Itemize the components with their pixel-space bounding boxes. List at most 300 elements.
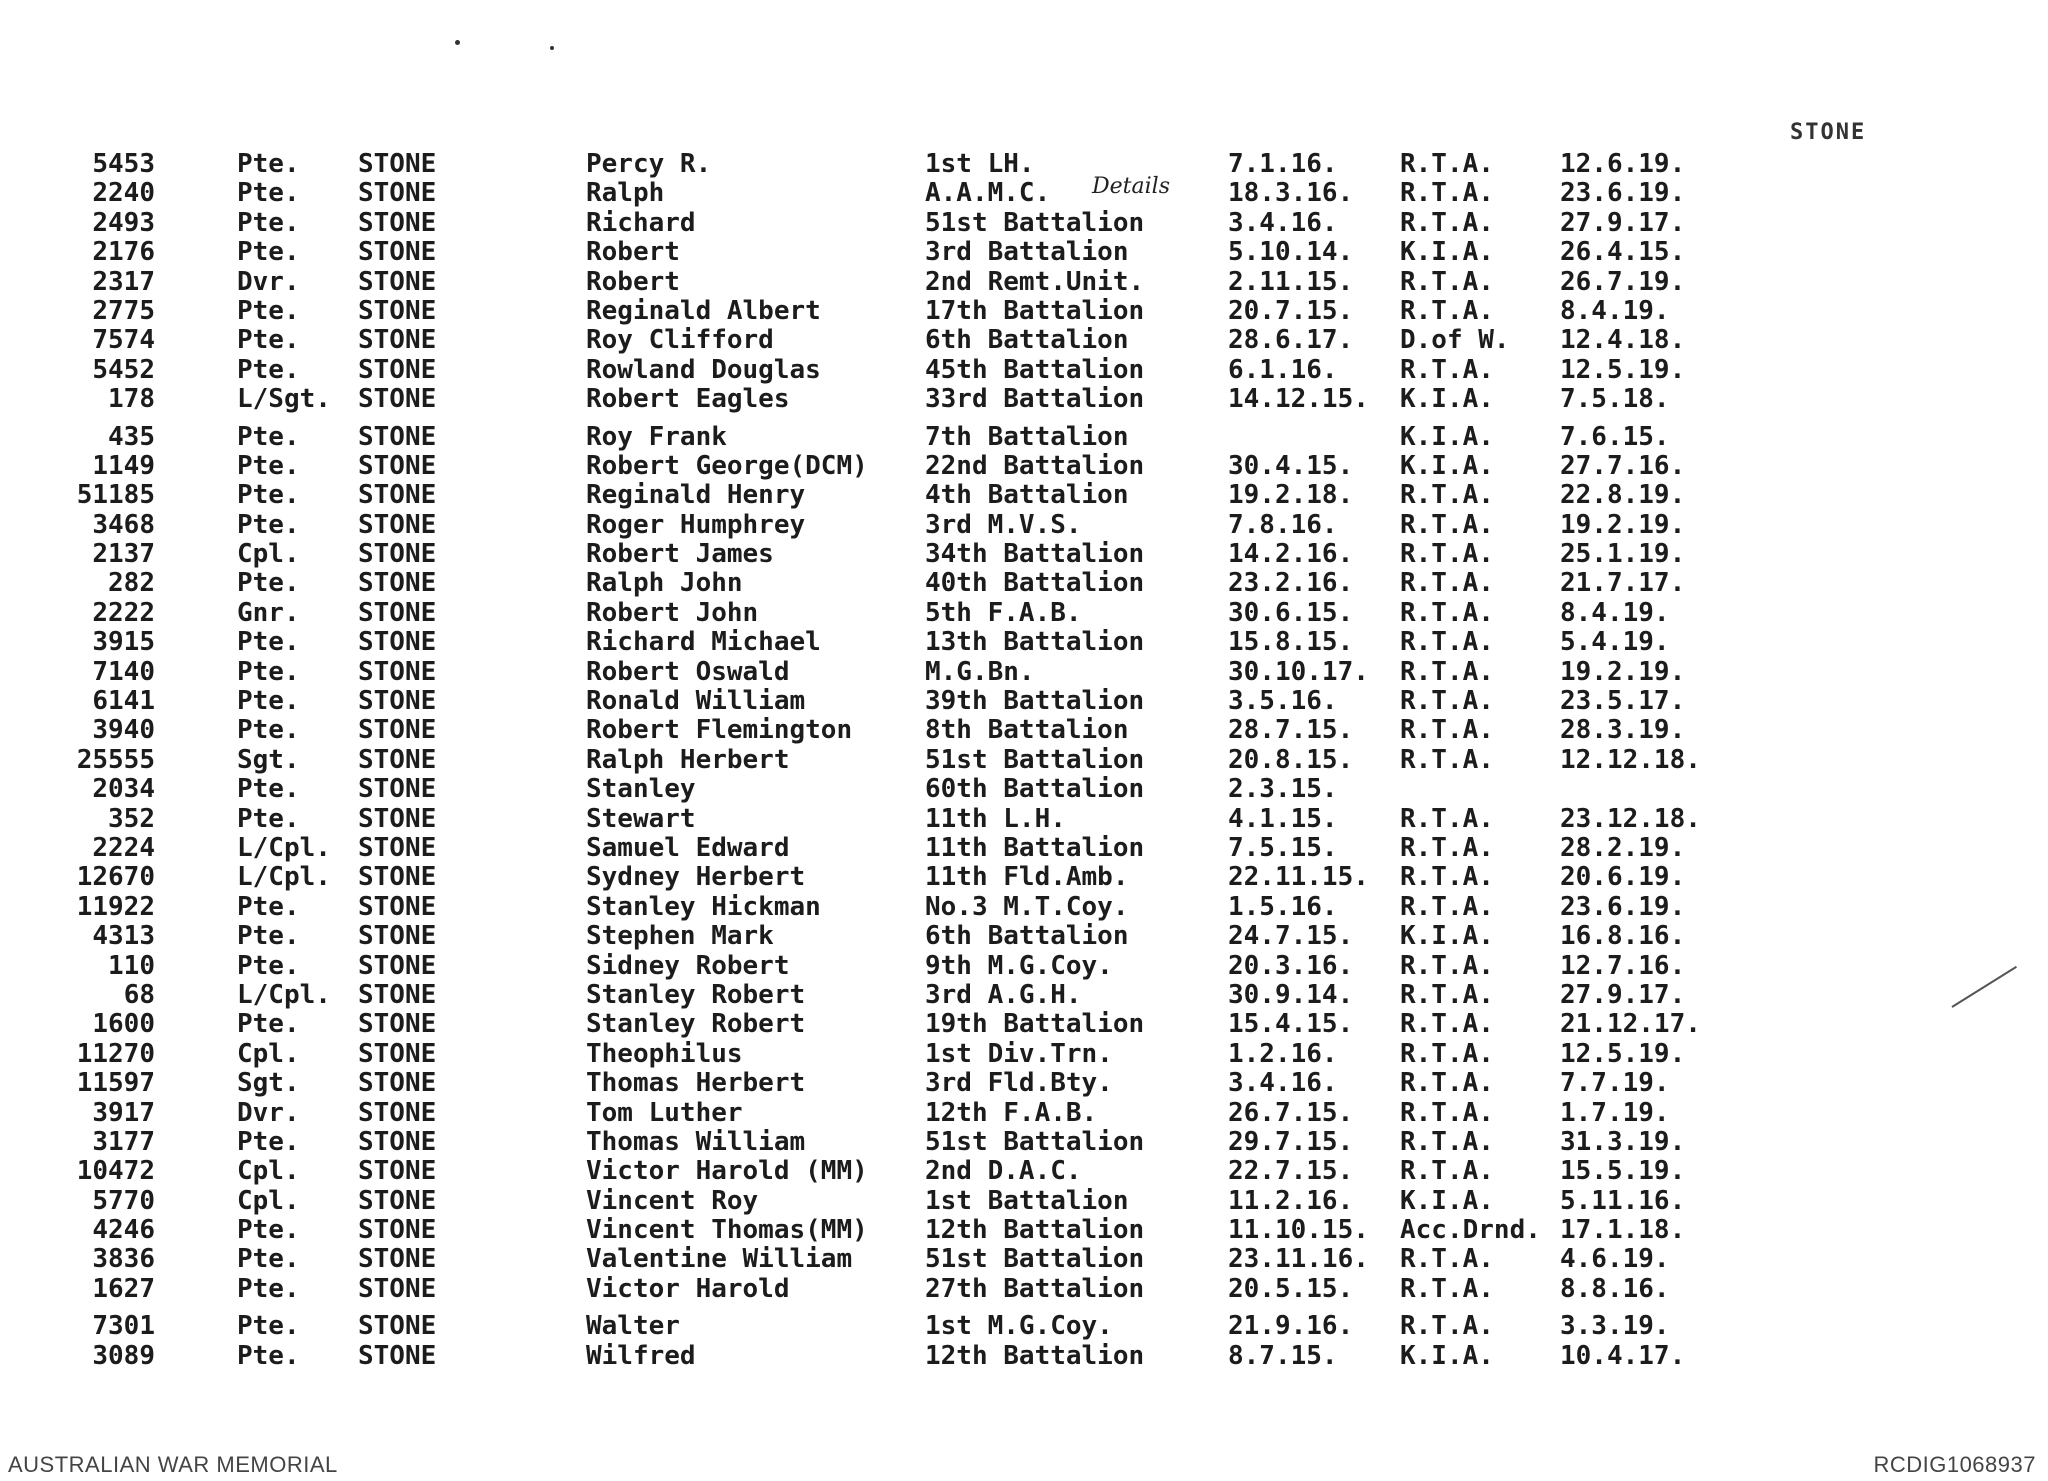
service-number-cell: 6141 <box>92 686 155 717</box>
enlistment-date-cell: 5.10.14. <box>1228 237 1354 268</box>
given-names-cell: Ralph <box>586 178 665 209</box>
unit-cell: 19th Battalion <box>925 1009 1145 1040</box>
enlistment-date-cell: 22.7.15. <box>1228 1156 1354 1187</box>
service-number-cell: 2493 <box>92 207 155 238</box>
surname-cell: STONE <box>358 862 437 893</box>
unit-cell: No.3 M.T.Coy. <box>925 891 1129 922</box>
service-number-cell: 11270 <box>76 1038 155 1069</box>
given-names-cell: Thomas Herbert <box>586 1068 806 1099</box>
table-row <box>0 746 2048 775</box>
fate-cell: R.T.A. <box>1400 1009 1494 1040</box>
fate-date-cell: 25.1.19. <box>1560 539 1686 570</box>
surname-cell: STONE <box>358 1068 437 1099</box>
fate-cell: R.T.A. <box>1400 509 1494 540</box>
table-row <box>0 1245 2048 1274</box>
fate-date-cell: 12.5.19. <box>1560 1038 1686 1069</box>
service-number-cell: 51185 <box>76 480 155 511</box>
unit-cell: 1st M.G.Coy. <box>925 1311 1113 1342</box>
enlistment-date-cell: 24.7.15. <box>1228 921 1354 952</box>
unit-cell: 1st LH. <box>925 149 1035 179</box>
given-names-cell: Robert James <box>586 539 774 570</box>
fate-cell: R.T.A. <box>1400 1038 1494 1069</box>
unit-cell: 60th Battalion <box>925 774 1145 805</box>
table-row <box>0 805 2048 834</box>
fate-date-cell: 31.3.19. <box>1560 1126 1686 1157</box>
enlistment-date-cell: 7.1.16. <box>1228 149 1338 179</box>
enlistment-date-cell: 30.9.14. <box>1228 979 1354 1010</box>
table-row <box>0 687 2048 716</box>
service-number-cell: 11597 <box>76 1068 155 1099</box>
given-names-cell: Rowland Douglas <box>586 354 821 385</box>
fate-cell: Acc.Drnd. <box>1400 1215 1541 1246</box>
rank-cell: L/Cpl. <box>237 862 331 893</box>
given-names-cell: Sydney Herbert <box>586 862 806 893</box>
rank-cell: Pte. <box>237 178 300 209</box>
enlistment-date-cell: 7.5.15. <box>1228 832 1338 863</box>
unit-cell: 11th Fld.Amb. <box>925 862 1129 893</box>
fate-date-cell: 5.11.16. <box>1560 1185 1686 1216</box>
surname-cell: STONE <box>358 686 437 717</box>
rank-cell: Pte. <box>237 480 300 511</box>
fate-date-cell: 27.9.17. <box>1560 207 1686 238</box>
fate-date-cell: 7.7.19. <box>1560 1068 1670 1099</box>
enlistment-date-cell: 4.1.15. <box>1228 803 1338 834</box>
table-row <box>0 209 2048 238</box>
table-row <box>0 599 2048 628</box>
enlistment-date-cell: 20.5.15. <box>1228 1273 1354 1304</box>
rank-cell: Pte. <box>237 1126 300 1157</box>
service-number-cell: 7574 <box>92 325 155 356</box>
service-number-cell: 435 <box>108 421 155 452</box>
rank-cell: Pte. <box>237 1340 300 1371</box>
enlistment-date-cell: 1.5.16. <box>1228 891 1338 922</box>
rank-cell: Pte. <box>237 803 300 834</box>
fate-cell: K.I.A. <box>1400 1185 1494 1216</box>
fate-date-cell: 23.6.19. <box>1560 178 1686 209</box>
rank-cell: Pte. <box>237 891 300 922</box>
given-names-cell: Ronald William <box>586 686 806 717</box>
service-number-cell: 178 <box>108 384 155 415</box>
service-number-cell: 1600 <box>92 1009 155 1040</box>
rank-cell: Pte. <box>237 774 300 805</box>
enlistment-date-cell: 26.7.15. <box>1228 1097 1354 1128</box>
table-row <box>0 863 2048 892</box>
enlistment-date-cell: 18.3.16. <box>1228 178 1354 209</box>
fate-date-cell: 12.4.18. <box>1560 325 1686 356</box>
surname-cell: STONE <box>358 1097 437 1128</box>
rank-cell: Pte. <box>237 656 300 687</box>
unit-cell: 51st Battalion <box>925 744 1145 775</box>
fate-date-cell: 8.4.19. <box>1560 597 1670 628</box>
table-row <box>0 238 2048 267</box>
unit-cell: 34th Battalion <box>925 539 1145 570</box>
given-names-cell: Victor Harold <box>586 1273 790 1304</box>
fate-cell: R.T.A. <box>1400 207 1494 238</box>
given-names-cell: Reginald Albert <box>586 295 821 326</box>
surname-cell: STONE <box>358 979 437 1010</box>
table-row <box>0 1069 2048 1098</box>
unit-cell: 3rd A.G.H. <box>925 979 1082 1010</box>
nominal-roll-table <box>0 150 2048 1371</box>
service-number-cell: 12670 <box>76 862 155 893</box>
fate-date-cell: 10.4.17. <box>1560 1340 1686 1371</box>
service-number-cell: 4246 <box>92 1215 155 1246</box>
enlistment-date-cell: 29.7.15. <box>1228 1126 1354 1157</box>
surname-cell: STONE <box>358 1340 437 1371</box>
fate-cell: K.I.A. <box>1400 450 1494 481</box>
service-number-cell: 3089 <box>92 1340 155 1371</box>
surname-cell: STONE <box>358 1185 437 1216</box>
unit-cell: 7th Battalion <box>925 421 1129 452</box>
surname-cell: STONE <box>358 1156 437 1187</box>
table-row <box>0 834 2048 863</box>
fate-cell: R.T.A. <box>1400 862 1494 893</box>
given-names-cell: Stanley Robert <box>586 1009 806 1040</box>
ink-speck <box>455 40 460 45</box>
given-names-cell: Roger Humphrey <box>586 509 806 540</box>
table-row <box>0 658 2048 687</box>
given-names-cell: Walter <box>586 1311 680 1342</box>
fate-cell: K.I.A. <box>1400 384 1494 415</box>
enlistment-date-cell: 3.4.16. <box>1228 207 1338 238</box>
rank-cell: Pte. <box>237 568 300 599</box>
rank-cell: Pte. <box>237 686 300 717</box>
unit-cell: 2nd D.A.C. <box>925 1156 1082 1187</box>
given-names-cell: Stanley Hickman <box>586 891 821 922</box>
table-row <box>0 150 2048 179</box>
rank-cell: Pte. <box>237 1215 300 1246</box>
service-number-cell: 11922 <box>76 891 155 922</box>
fate-cell: R.T.A. <box>1400 686 1494 717</box>
fate-cell: R.T.A. <box>1400 803 1494 834</box>
fate-date-cell: 19.2.19. <box>1560 656 1686 687</box>
enlistment-date-cell: 30.4.15. <box>1228 450 1354 481</box>
fate-date-cell: 12.12.18. <box>1560 744 1701 775</box>
fate-cell: R.T.A. <box>1400 480 1494 511</box>
surname-cell: STONE <box>358 1038 437 1069</box>
service-number-cell: 2775 <box>92 295 155 326</box>
enlistment-date-cell: 23.11.16. <box>1228 1244 1369 1275</box>
enlistment-date-cell: 6.1.16. <box>1228 354 1338 385</box>
unit-cell: 51st Battalion <box>925 207 1145 238</box>
table-row <box>0 1187 2048 1216</box>
fate-cell: R.T.A. <box>1400 568 1494 599</box>
table-row <box>0 268 2048 297</box>
unit-cell: 3rd Fld.Bty. <box>925 1068 1113 1099</box>
enlistment-date-cell: 21.9.16. <box>1228 1311 1354 1342</box>
rank-cell: Pte. <box>237 237 300 268</box>
rank-cell: L/Cpl. <box>237 832 331 863</box>
rank-cell: Pte. <box>237 450 300 481</box>
enlistment-date-cell: 15.8.15. <box>1228 627 1354 658</box>
fate-cell: R.T.A. <box>1400 539 1494 570</box>
enlistment-date-cell: 14.12.15. <box>1228 384 1369 415</box>
given-names-cell: Stephen Mark <box>586 921 774 952</box>
fate-date-cell: 3.3.19. <box>1560 1311 1670 1342</box>
given-names-cell: Robert Oswald <box>586 656 790 687</box>
unit-cell: 45th Battalion <box>925 354 1145 385</box>
rank-cell: Pte. <box>237 509 300 540</box>
fate-cell: R.T.A. <box>1400 1273 1494 1304</box>
enlistment-date-cell: 23.2.16. <box>1228 568 1354 599</box>
unit-cell: 51st Battalion <box>925 1244 1145 1275</box>
fate-date-cell: 8.8.16. <box>1560 1273 1670 1304</box>
fate-date-cell: 26.7.19. <box>1560 266 1686 297</box>
table-row <box>0 1216 2048 1245</box>
table-row <box>0 540 2048 569</box>
surname-cell: STONE <box>358 1273 437 1304</box>
service-number-cell: 2137 <box>92 539 155 570</box>
given-names-cell: Victor Harold (MM) <box>586 1156 868 1187</box>
given-names-cell: Stanley <box>586 774 696 805</box>
fate-cell: D.of W. <box>1400 325 1510 356</box>
enlistment-date-cell: 3.4.16. <box>1228 1068 1338 1099</box>
surname-cell: STONE <box>358 950 437 981</box>
fate-date-cell: 15.5.19. <box>1560 1156 1686 1187</box>
fate-cell: R.T.A. <box>1400 1126 1494 1157</box>
enlistment-date-cell: 20.3.16. <box>1228 950 1354 981</box>
fate-date-cell: 21.7.17. <box>1560 568 1686 599</box>
unit-cell: 1st Div.Trn. <box>925 1038 1113 1069</box>
fate-date-cell: 23.12.18. <box>1560 803 1701 834</box>
unit-cell: 11th L.H. <box>925 803 1066 834</box>
enlistment-date-cell: 1.2.16. <box>1228 1038 1338 1069</box>
unit-cell: 6th Battalion <box>925 325 1129 356</box>
given-names-cell: Sidney Robert <box>586 950 790 981</box>
table-row <box>0 179 2048 208</box>
fate-date-cell: 4.6.19. <box>1560 1244 1670 1275</box>
surname-cell: STONE <box>358 450 437 481</box>
rank-cell: Pte. <box>237 1009 300 1040</box>
fate-cell: R.T.A. <box>1400 1156 1494 1187</box>
rank-cell: Pte. <box>237 149 300 179</box>
given-names-cell: Richard Michael <box>586 627 821 658</box>
rank-cell: Dvr. <box>237 1097 300 1128</box>
service-number-cell: 3177 <box>92 1126 155 1157</box>
service-number-cell: 2176 <box>92 237 155 268</box>
unit-cell: 22nd Battalion <box>925 450 1145 481</box>
fate-date-cell: 28.3.19. <box>1560 715 1686 746</box>
enlistment-date-cell: 30.10.17. <box>1228 656 1369 687</box>
fate-date-cell: 5.4.19. <box>1560 627 1670 658</box>
unit-cell: 12th F.A.B. <box>925 1097 1098 1128</box>
table-row <box>0 1157 2048 1186</box>
unit-cell: 12th Battalion <box>925 1340 1145 1371</box>
table-row <box>0 385 2048 414</box>
given-names-cell: Ralph Herbert <box>586 744 790 775</box>
given-names-cell: Wilfred <box>586 1340 696 1371</box>
given-names-cell: Richard <box>586 207 696 238</box>
surname-cell: STONE <box>358 421 437 452</box>
table-row <box>0 922 2048 951</box>
surname-cell: STONE <box>358 1215 437 1246</box>
service-number-cell: 2034 <box>92 774 155 805</box>
enlistment-date-cell: 20.7.15. <box>1228 295 1354 326</box>
given-names-cell: Robert Flemington <box>586 715 853 746</box>
fate-cell: R.T.A. <box>1400 597 1494 628</box>
surname-cell: STONE <box>358 891 437 922</box>
rank-cell: Sgt. <box>237 1068 300 1099</box>
rank-cell: Pte. <box>237 921 300 952</box>
fate-cell: R.T.A. <box>1400 354 1494 385</box>
surname-cell: STONE <box>358 627 437 658</box>
service-number-cell: 5770 <box>92 1185 155 1216</box>
ink-speck <box>550 46 554 50</box>
fate-date-cell: 19.2.19. <box>1560 509 1686 540</box>
service-number-cell: 282 <box>108 568 155 599</box>
enlistment-date-cell: 30.6.15. <box>1228 597 1354 628</box>
rank-cell: Pte. <box>237 1311 300 1342</box>
unit-cell: 3rd M.V.S. <box>925 509 1082 540</box>
unit-cell: 4th Battalion <box>925 480 1129 511</box>
unit-cell: 1st Battalion <box>925 1185 1129 1216</box>
fate-date-cell: 21.12.17. <box>1560 1009 1701 1040</box>
rank-cell: Gnr. <box>237 597 300 628</box>
surname-cell: STONE <box>358 325 437 356</box>
fate-cell: R.T.A. <box>1400 715 1494 746</box>
rank-cell: Pte. <box>237 1244 300 1275</box>
fate-date-cell: 27.7.16. <box>1560 450 1686 481</box>
given-names-cell: Vincent Thomas(MM) <box>586 1215 868 1246</box>
given-names-cell: Samuel Edward <box>586 832 790 863</box>
service-number-cell: 2240 <box>92 178 155 209</box>
unit-cell: 2nd Remt.Unit. <box>925 266 1145 297</box>
table-row <box>0 481 2048 510</box>
fate-date-cell: 16.8.16. <box>1560 921 1686 952</box>
table-row <box>0 297 2048 326</box>
rank-cell: Pte. <box>237 950 300 981</box>
table-row <box>0 628 2048 657</box>
service-number-cell: 3468 <box>92 509 155 540</box>
footer-reference-id: RCDIG1068937 <box>1873 1452 2036 1477</box>
unit-cell: 17th Battalion <box>925 295 1145 326</box>
rank-cell: L/Cpl. <box>237 979 331 1010</box>
surname-cell: STONE <box>358 1311 437 1342</box>
fate-cell: K.I.A. <box>1400 237 1494 268</box>
table-row <box>0 326 2048 355</box>
surname-cell: STONE <box>358 568 437 599</box>
fate-date-cell: 28.2.19. <box>1560 832 1686 863</box>
fate-date-cell: 17.1.18. <box>1560 1215 1686 1246</box>
enlistment-date-cell: 22.11.15. <box>1228 862 1369 893</box>
table-row <box>0 981 2048 1010</box>
enlistment-date-cell: 2.3.15. <box>1228 774 1338 805</box>
rank-cell: Pte. <box>237 207 300 238</box>
fate-cell: R.T.A. <box>1400 832 1494 863</box>
unit-cell: 39th Battalion <box>925 686 1145 717</box>
table-row <box>0 356 2048 385</box>
service-number-cell: 3940 <box>92 715 155 746</box>
unit-cell: 11th Battalion <box>925 832 1145 863</box>
fate-date-cell: 27.9.17. <box>1560 979 1686 1010</box>
given-names-cell: Robert Eagles <box>586 384 790 415</box>
table-row <box>0 569 2048 598</box>
table-row <box>0 1312 2048 1341</box>
fate-cell: R.T.A. <box>1400 744 1494 775</box>
enlistment-date-cell: 19.2.18. <box>1228 480 1354 511</box>
unit-cell: 6th Battalion <box>925 921 1129 952</box>
rank-cell: L/Sgt. <box>237 384 331 415</box>
unit-cell: 13th Battalion <box>925 627 1145 658</box>
surname-cell: STONE <box>358 803 437 834</box>
fate-cell: R.T.A. <box>1400 1244 1494 1275</box>
given-names-cell: Stewart <box>586 803 696 834</box>
surname-cell: STONE <box>358 715 437 746</box>
unit-cell: M.G.Bn. <box>925 656 1035 687</box>
service-number-cell: 68 <box>123 979 155 1010</box>
surname-cell: STONE <box>358 597 437 628</box>
service-number-cell: 4313 <box>92 921 155 952</box>
fate-date-cell: 8.4.19. <box>1560 295 1670 326</box>
table-row <box>0 716 2048 745</box>
surname-cell: STONE <box>358 1126 437 1157</box>
surname-cell: STONE <box>358 921 437 952</box>
fate-date-cell: 7.6.15. <box>1560 421 1670 452</box>
surname-cell: STONE <box>358 207 437 238</box>
table-row <box>0 1342 2048 1371</box>
surname-cell: STONE <box>358 539 437 570</box>
rank-cell: Pte. <box>237 1273 300 1304</box>
surname-cell: STONE <box>358 509 437 540</box>
surname-cell: STONE <box>358 744 437 775</box>
table-row <box>0 1010 2048 1039</box>
surname-cell: STONE <box>358 266 437 297</box>
fate-date-cell: 22.8.19. <box>1560 480 1686 511</box>
rank-cell: Sgt. <box>237 744 300 775</box>
given-names-cell: Roy Clifford <box>586 325 774 356</box>
given-names-cell: Robert George(DCM) <box>586 450 868 481</box>
table-row <box>0 423 2048 452</box>
service-number-cell: 352 <box>108 803 155 834</box>
fate-date-cell: 12.6.19. <box>1560 149 1686 179</box>
enlistment-date-cell: 28.6.17. <box>1228 325 1354 356</box>
service-number-cell: 3836 <box>92 1244 155 1275</box>
service-number-cell: 7301 <box>92 1311 155 1342</box>
fate-cell: R.T.A. <box>1400 627 1494 658</box>
service-number-cell: 2224 <box>92 832 155 863</box>
table-row <box>0 1099 2048 1128</box>
enlistment-date-cell: 2.11.15. <box>1228 266 1354 297</box>
service-number-cell: 10472 <box>76 1156 155 1187</box>
fate-date-cell: 20.6.19. <box>1560 862 1686 893</box>
service-number-cell: 2222 <box>92 597 155 628</box>
given-names-cell: Roy Frank <box>586 421 727 452</box>
unit-cell: 51st Battalion <box>925 1126 1145 1157</box>
rank-cell: Pte. <box>237 715 300 746</box>
unit-cell: 5th F.A.B. <box>925 597 1082 628</box>
rank-cell: Dvr. <box>237 266 300 297</box>
surname-cell: STONE <box>358 295 437 326</box>
surname-cell: STONE <box>358 237 437 268</box>
fate-date-cell: 12.7.16. <box>1560 950 1686 981</box>
fate-cell: R.T.A. <box>1400 266 1494 297</box>
fate-date-cell: 1.7.19. <box>1560 1097 1670 1128</box>
given-names-cell: Robert <box>586 266 680 297</box>
table-row <box>0 775 2048 804</box>
service-number-cell: 2317 <box>92 266 155 297</box>
enlistment-date-cell: 28.7.15. <box>1228 715 1354 746</box>
rank-cell: Pte. <box>237 627 300 658</box>
given-names-cell: Stanley Robert <box>586 979 806 1010</box>
service-number-cell: 1149 <box>92 450 155 481</box>
surname-cell: STONE <box>358 656 437 687</box>
rank-cell: Pte. <box>237 354 300 385</box>
unit-cell: 9th M.G.Coy. <box>925 950 1113 981</box>
surname-cell: STONE <box>358 354 437 385</box>
fate-cell: R.T.A. <box>1400 656 1494 687</box>
unit-cell: 8th Battalion <box>925 715 1129 746</box>
surname-cell: STONE <box>358 480 437 511</box>
